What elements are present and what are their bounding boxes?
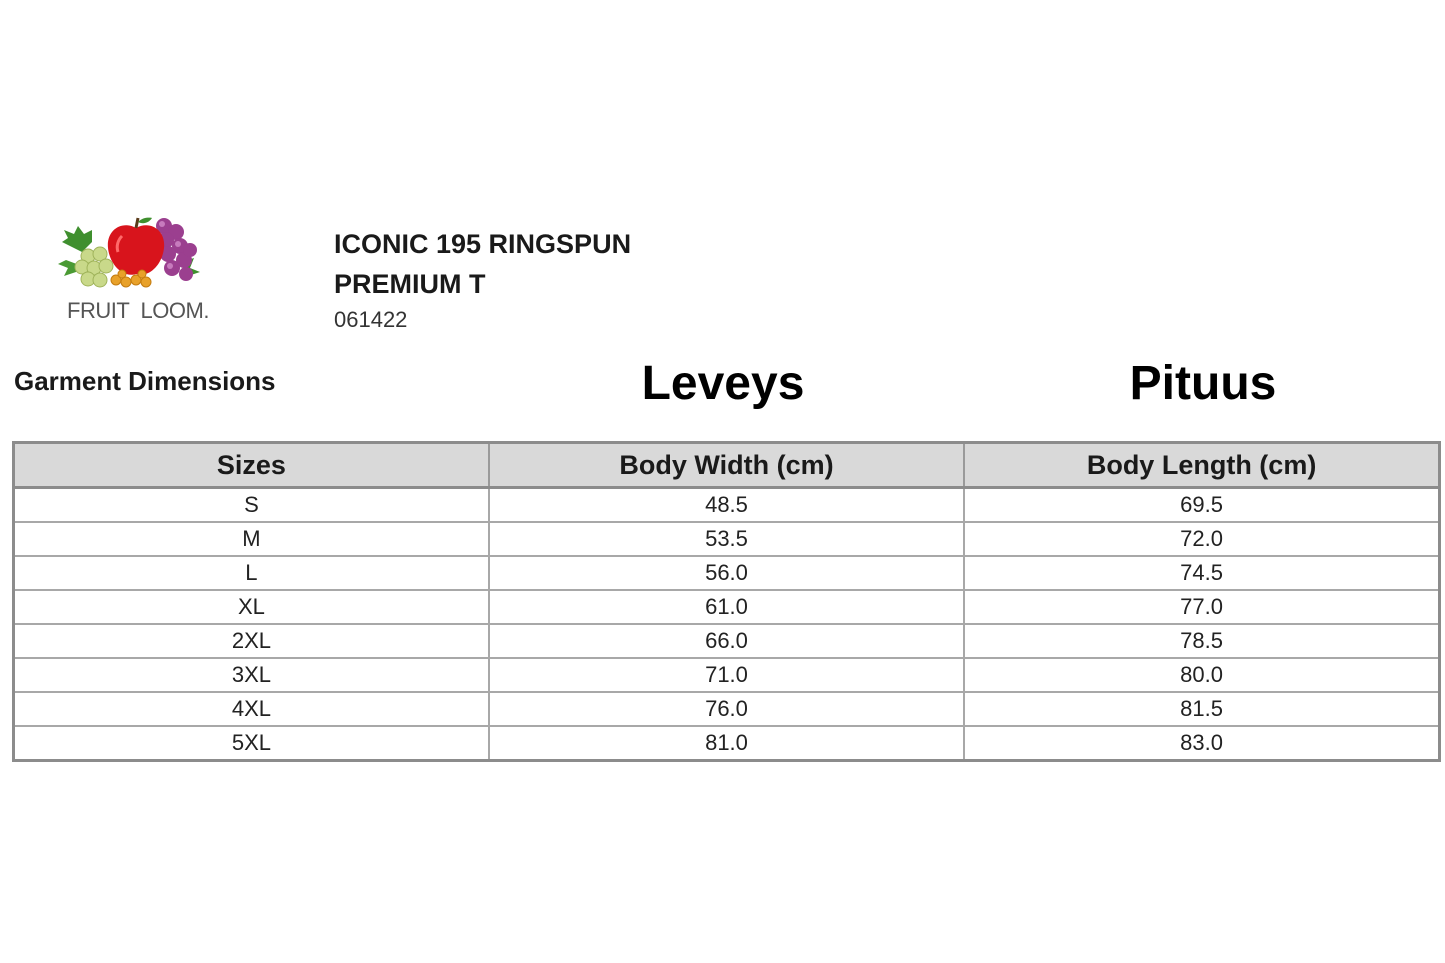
size-cell: 3XL [14,658,489,692]
brand-wordmark-text: FRUIT LOOM. [67,298,209,323]
length-cell: 78.5 [964,624,1439,658]
size-cell: XL [14,590,489,624]
length-cell: 80.0 [964,658,1439,692]
length-cell: 74.5 [964,556,1439,590]
length-label: Pituus [1129,357,1277,410]
size-cell: 2XL [14,624,489,658]
table-header-row [14,443,1440,488]
header-body-length: Body Length (cm) [964,443,1439,488]
length-cell: 69.5 [964,488,1439,523]
header-sizes: Sizes [14,443,489,488]
width-cell: 71.0 [489,658,964,692]
product-title-line2: PREMIUM T [334,269,486,299]
header-body-width: Body Width (cm) [489,443,964,488]
table-row [14,590,1440,624]
brand-logo [52,212,224,332]
width-cell: 66.0 [489,624,964,658]
width-cell: 81.0 [489,726,964,761]
length-cell: 77.0 [964,590,1439,624]
width-cell: 61.0 [489,590,964,624]
size-cell: S [14,488,489,523]
size-cell: 5XL [14,726,489,761]
width-cell: 56.0 [489,556,964,590]
width-cell: 76.0 [489,692,964,726]
width-label: Leveys [641,357,805,410]
product-code: 061422 [334,307,408,332]
table-row [14,726,1440,761]
product-title-line1: ICONIC 195 RINGSPUN [334,229,632,259]
size-cell: 4XL [14,692,489,726]
width-cell: 53.5 [489,522,964,556]
product-header [334,224,631,334]
table-row [14,658,1440,692]
table-row [14,556,1440,590]
length-cell: 83.0 [964,726,1439,761]
brand-wordmark [52,298,224,324]
table-row [14,522,1440,556]
size-cell: L [14,556,489,590]
fruit-cluster-icon [52,212,224,298]
table-row [14,488,1440,523]
section-title: Garment Dimensions [14,366,276,396]
length-cell: 72.0 [964,522,1439,556]
table-row [14,624,1440,658]
size-table [12,441,1441,762]
table-row [14,692,1440,726]
size-cell: M [14,522,489,556]
length-cell: 81.5 [964,692,1439,726]
width-cell: 48.5 [489,488,964,523]
